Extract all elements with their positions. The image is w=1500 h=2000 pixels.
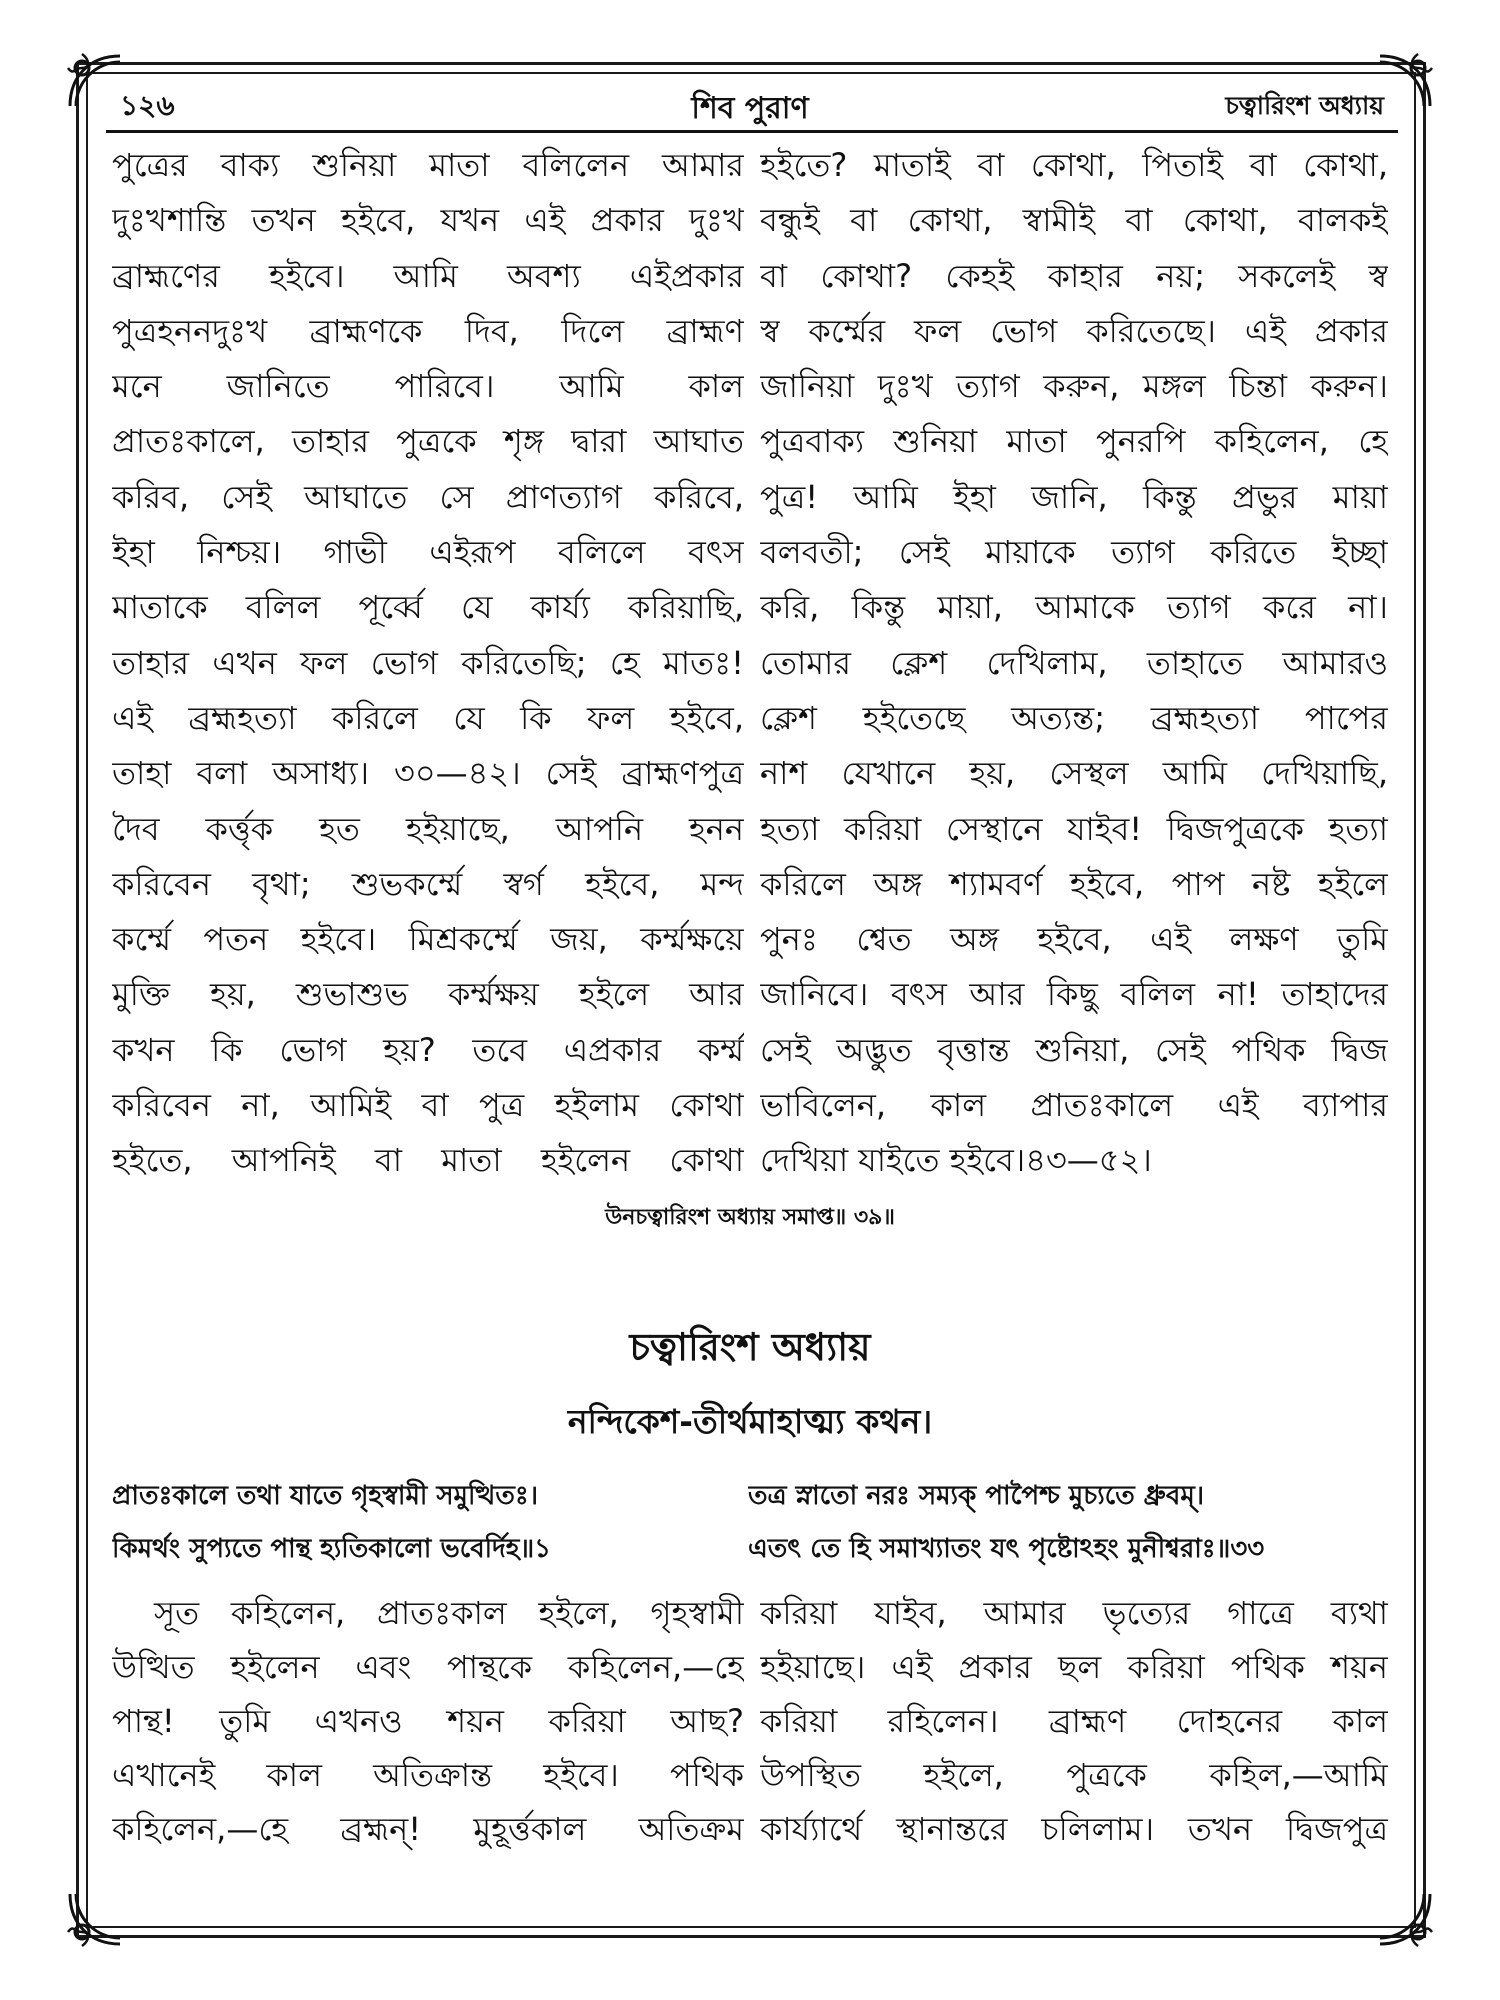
verse-right (748, 1470, 1398, 1576)
text-line: হইতে? মাতাই বা কোথা, পিতাই বা কোথা, (760, 146, 1388, 184)
text-line: প্রাতঃকালে, তাহার পুত্রকে শৃঙ্গ দ্বারা আঘাত (112, 422, 744, 461)
text-line: জানিয়া দুঃখ ত্যাগ করুন, মঙ্গল চিন্তা করুন। (760, 367, 1388, 406)
text-line: কখন কি ভোগ হয়? তবে এপ্রকার কর্ম্ম (112, 1030, 744, 1069)
text-line: দৈব কর্ত্তৃক হত হইয়াছে, আপনি হনন (112, 809, 744, 848)
text-line: ব্রাহ্মণের হইবে। আমি অবশ্য এইপ্রকার (112, 256, 744, 295)
text-line: ক্লেশ হইতেছে অত্যন্ত; ব্রহ্মহত্যা পাপের (760, 698, 1388, 737)
text-line: করি, কিন্তু মায়া, আমাকে ত্যাগ করে না। (760, 588, 1388, 627)
text-line: তাহার এখন ফল ভোগ করিতেছি; হে মাতঃ! (112, 643, 744, 682)
text-line: দুঃখশান্তি তখন হইবে, যখন এই প্রকার দুঃখ (112, 201, 744, 240)
text-line: করিবেন না, আমিই বা পুত্র হইলাম কোথা (112, 1086, 744, 1125)
text-line: ইহা নিশ্চয়। গাভী এইরূপ বলিলে বৎস (112, 533, 744, 572)
text-line: কহিলেন,—হে ব্রহ্মন্! মুহূর্ত্তকাল অতিক্রম (112, 1810, 744, 1848)
text-line: মুক্তি হয়, শুভাশুভ কর্ম্মক্ষয় হইলে আর (112, 975, 744, 1014)
text-line: হইতে, আপনিই বা মাতা হইলেন কোথা (112, 1141, 744, 1180)
chapter-subheading: নন্দিকেশ-তীর্থমাহাত্ম্য কথন। (567, 1402, 933, 1441)
text-line: কার্য্যার্থে স্থানান্তরে চলিলাম। তখন দ্বিজপুত্র (760, 1810, 1388, 1848)
upper-left-column (112, 138, 744, 1189)
lower-left-column (112, 1586, 744, 1856)
text-line: মাতাকে বলিল পূর্ব্বে যে কার্য্য করিয়াছি, (112, 588, 744, 627)
text-line: এই ব্রহ্মহত্যা করিলে যে কি ফল হইবে, (112, 698, 744, 737)
text-line: করিয়া রহিলেন। ব্রাহ্মণ দোহনের কাল (760, 1702, 1388, 1740)
corner-ornament-icon (1370, 1884, 1440, 1954)
chapter-end-note: উনচত্বারিংশ অধ্যায় সমাপ্ত॥ ৩৯॥ (605, 1205, 895, 1230)
text-line: তাহা বলা অসাধ্য। ৩০—৪২। সেই ব্রাহ্মণপুত্র (112, 754, 744, 793)
text-line: মনে জানিতে পারিবে। আমি কাল (112, 367, 744, 406)
corner-ornament-icon (60, 1884, 130, 1954)
text-line: সেই অদ্ভুত বৃত্তান্ত শুনিয়া, সেই পথিক দ্বিজ (760, 1030, 1388, 1069)
text-line: জানিবে। বৎস আর কিছু বলিল না! তাহাদের (760, 975, 1388, 1014)
text-line: স্ব কর্ম্মের ফল ভোগ করিতেছে। এই প্রকার (760, 311, 1388, 350)
text-line: পুত্র! আমি ইহা জানি, কিন্তু প্রভুর মায়া (760, 477, 1388, 516)
text-line: পুত্রের বাক্য শুনিয়া মাতা বলিলেন আমার (112, 146, 744, 184)
header-divider (106, 130, 1398, 133)
text-line: তোমার ক্লেশ দেখিলাম, তাহাতে আমারও (760, 643, 1388, 682)
text-line: বা কোথা? কেহই কাহার নয়; সকলেই স্ব (760, 256, 1388, 295)
page-number: ১২৬ (120, 89, 175, 122)
text-line: উপস্থিত হইলে, পুত্রকে কহিল,—আমি (760, 1756, 1388, 1794)
text-line: এখানেই কাল অতিক্রান্ত হইবে। পথিক (112, 1756, 744, 1794)
text-line: পুত্রহননদুঃখ ব্রাহ্মণকে দিব, দিলে ব্রাহ্মণ (112, 311, 744, 350)
running-header (110, 84, 1390, 128)
text-line: নাশ যেখানে হয়, সেস্থল আমি দেখিয়াছি, (760, 754, 1388, 793)
verse-left (112, 1470, 752, 1576)
upper-right-column (760, 138, 1388, 1189)
text-line: সূত কহিলেন, প্রাতঃকাল হইলে, গৃহস্বামী (154, 1594, 744, 1632)
text-line: বলবতী; সেই মায়াকে ত্যাগ করিতে ইচ্ছা (760, 533, 1388, 572)
text-line: ভাবিলেন, কাল প্রাতঃকালে এই ব্যাপার (760, 1086, 1388, 1125)
book-title: শিব পুরাণ (691, 91, 809, 126)
text-line: করিলে অঙ্গ শ্যামবর্ণ হইবে, পাপ নষ্ট হইলে (760, 864, 1388, 903)
text-line: বন্ধুই বা কোথা, স্বামীই বা কোথা, বালকই (760, 201, 1388, 240)
text-line: করিয়া যাইব, আমার ভৃত্যের গাত্রে ব্যথা (760, 1594, 1388, 1632)
text-line: পুনঃ শ্বেত অঙ্গ হইবে, এই লক্ষণ তুমি (760, 920, 1388, 959)
text-line: হইয়াছে। এই প্রকার ছল করিয়া পথিক শয়ন (760, 1648, 1388, 1686)
text-line: পান্থ! তুমি এখনও শয়ন করিয়া আছ? (112, 1702, 744, 1740)
text-line: এতৎ তে হি সমাখ্যাতং যৎ পৃষ্টোঽহং মুনীশ্বরাঃ॥৩৩ (748, 1534, 1265, 1564)
text-line: তত্র স্নাতো নরঃ সম্যক্ পাপৈশ্চ মুচ্যতে ধ্রুবম্। (748, 1481, 1205, 1511)
text-line: করিবেন বৃথা; শুভকর্ম্মে স্বর্গ হইবে, মন্দ (112, 864, 744, 903)
text-line: করিব, সেই আঘাতে সে প্রাণত্যাগ করিবে, (112, 477, 744, 516)
text-line: কিমর্থং সুপ্যতে পান্থ হ্যতিকালো ভবের্দিহ॥১ (112, 1534, 552, 1564)
running-chapter-label: চত্বারিংশ অধ্যায় (1225, 91, 1384, 120)
text-line: প্রাতঃকালে তথা যাতে গৃহস্বামী সমুত্থিতঃ। (112, 1481, 539, 1511)
text-line: হত্যা করিয়া সেস্থানে যাইব! দ্বিজপুত্রকে হত্যা (760, 809, 1388, 848)
text-line: উত্থিত হইলেন এবং পান্থকে কহিলেন,—হে (112, 1648, 744, 1686)
lower-right-column (760, 1586, 1388, 1856)
text-line: পুত্রবাক্য শুনিয়া মাতা পুনরপি কহিলেন, হে (760, 422, 1388, 461)
text-line: কর্ম্মে পতন হইবে। মিশ্রকর্ম্মে জয়, কর্ম্মক্ষয়ে (112, 920, 744, 959)
text-line: দেখিয়া যাইতে হইবে।৪৩—৫২। (760, 1141, 1152, 1180)
chapter-heading: চত্বারিংশ অধ্যায় (629, 1325, 871, 1369)
